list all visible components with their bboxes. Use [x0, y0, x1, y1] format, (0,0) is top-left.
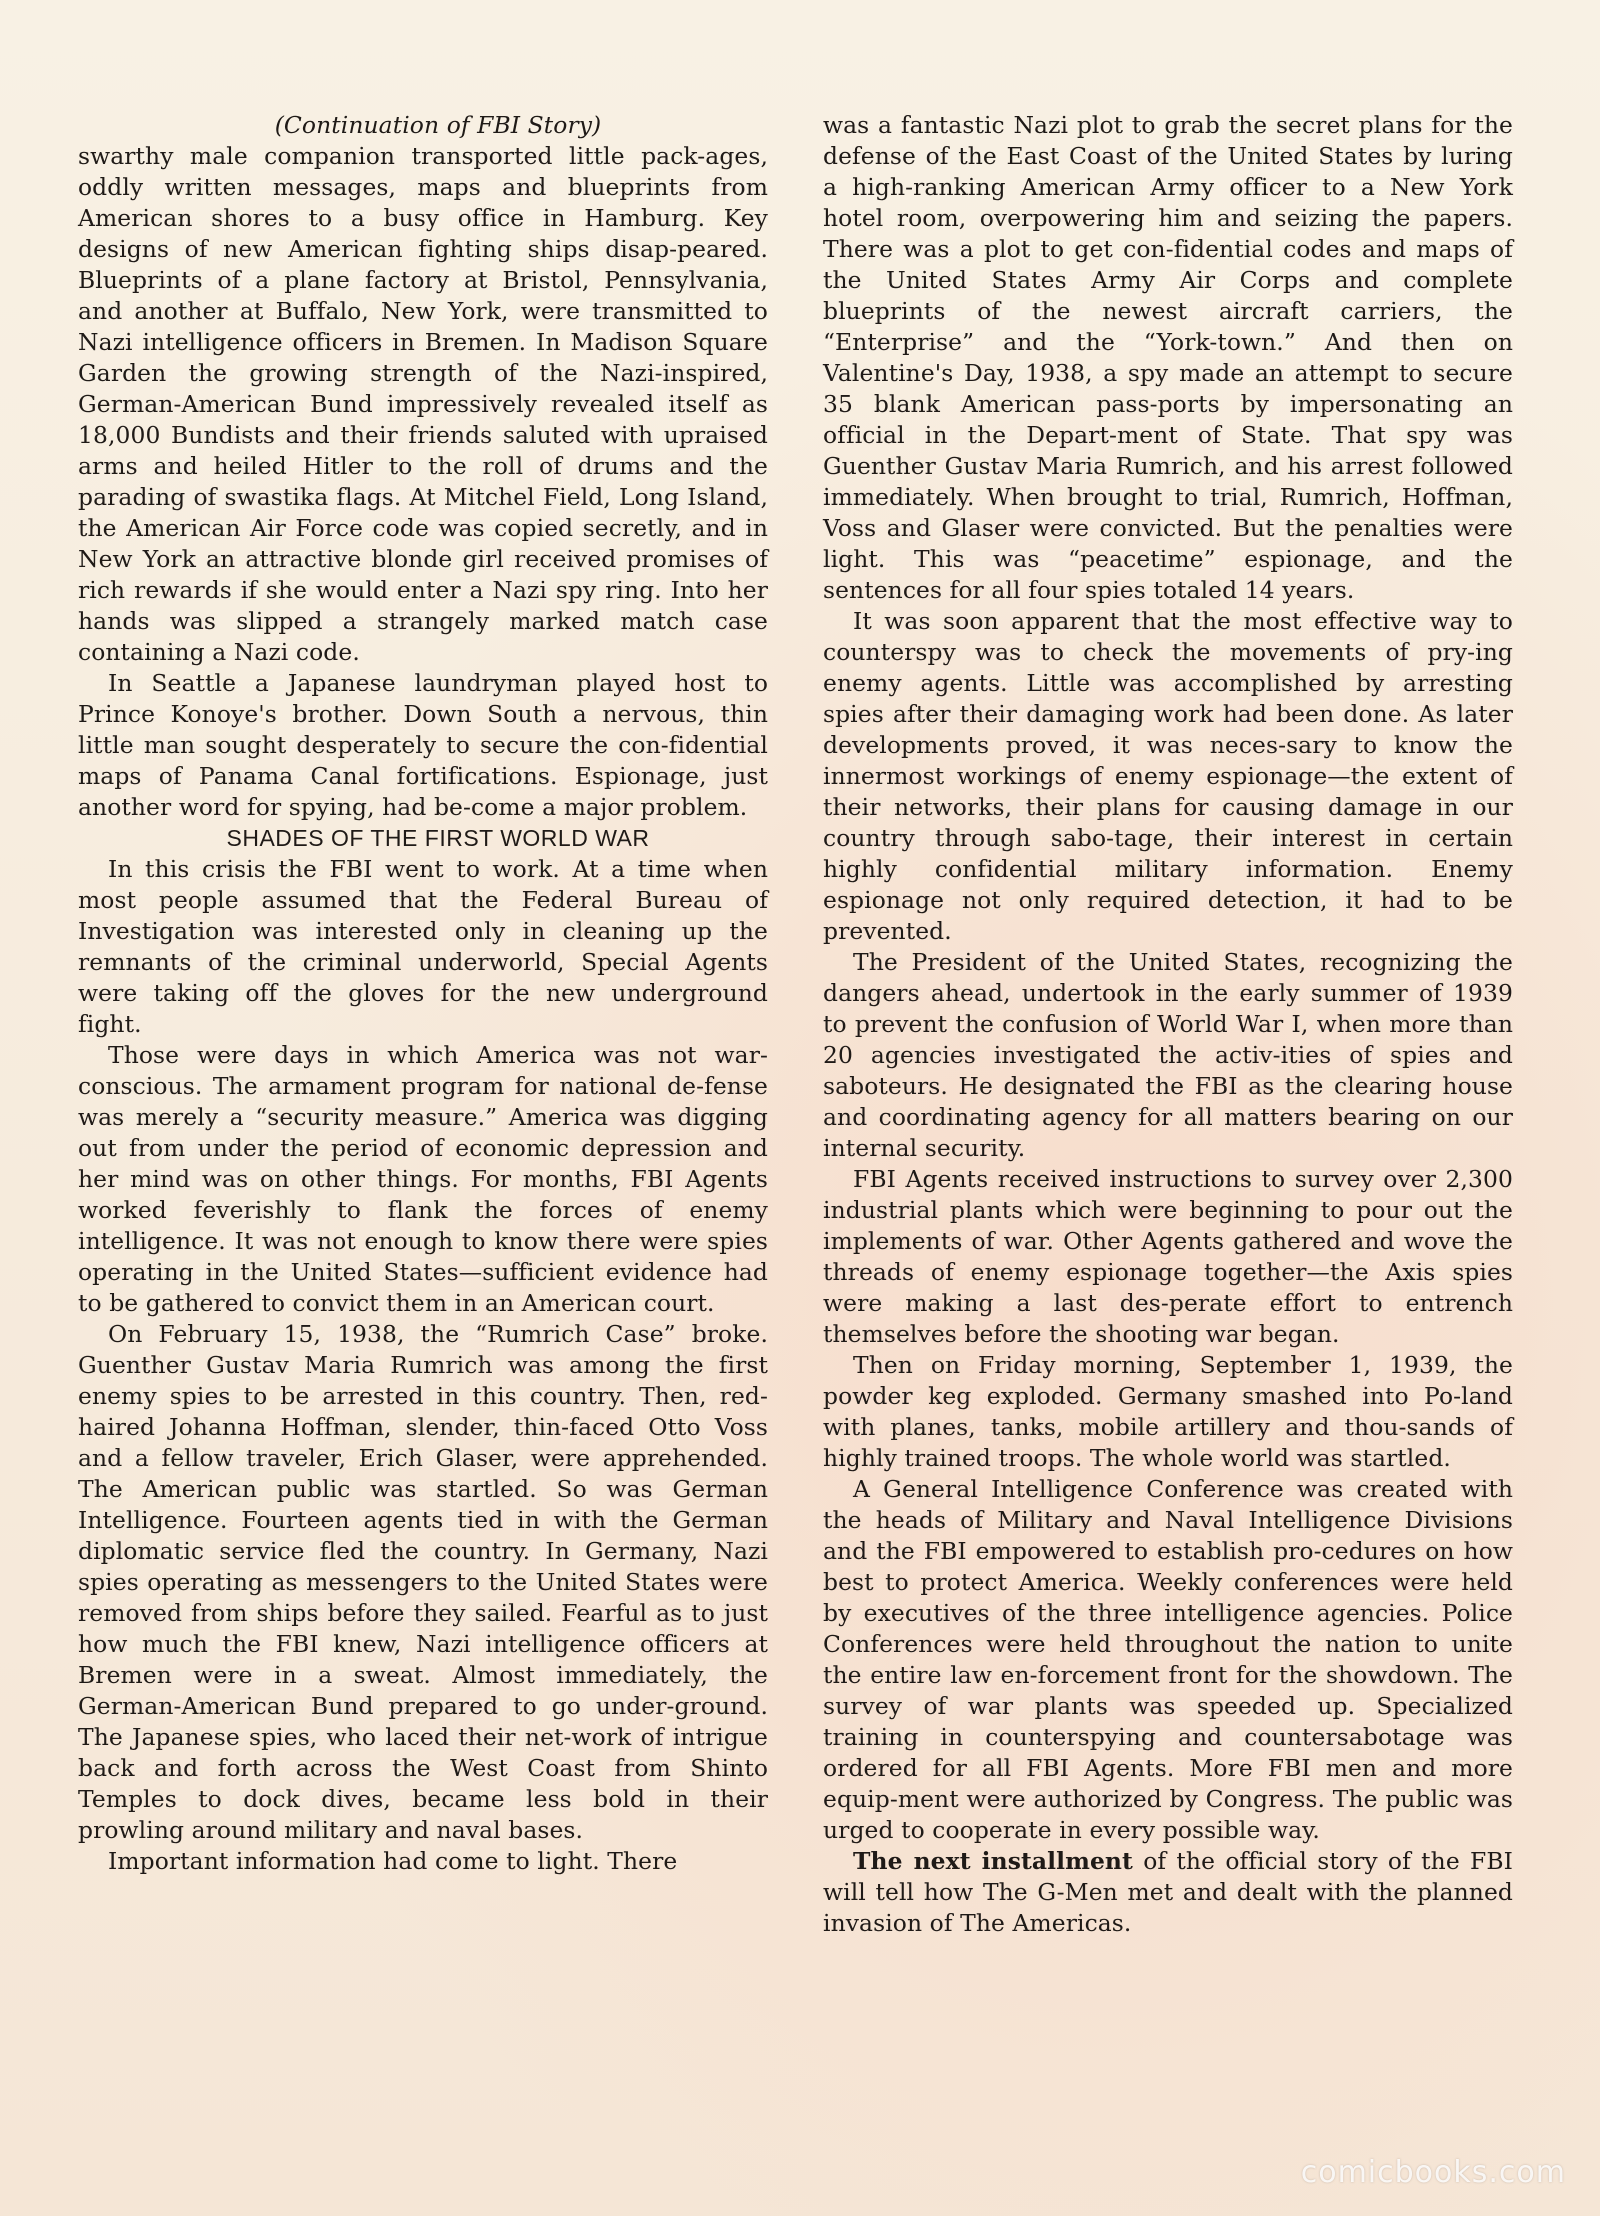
right-column [823, 110, 1513, 1939]
left-column [78, 110, 768, 1877]
section-heading: SHADES OF THE FIRST WORLD WAR [226, 825, 650, 851]
article-page [78, 110, 1518, 2110]
closing-paragraph [823, 1846, 1513, 1939]
watermark: comicbooks.com [1300, 2155, 1566, 2190]
paragraph: FBI Agents received instructions to survey over 2,300 industrial plants which were beginning to pour out the implements of war. Other Agents gathered and wove the threads of enemy espionage together—the Axis spies were making a last des-perate effort to entrench themselves before the shooting war began. [823, 1165, 1513, 1348]
paragraph: Important information had come to light. There [108, 1847, 678, 1875]
paragraph: A General Intelligence Conference was created with the heads of Military and Naval Intelligence Divisions and the FBI empowered to establish pro-cedures on how best to protect America. Weekly conferences were held by executives of the three intelligence agencies. Police Conferences were held throughout the nation to unite the entire law en-forcement front for the showdown. The survey of war plants was speeded up. Specialized training in counterspying and countersabotage was ordered for all FBI Agents. More FBI men and more equip-ment were authorized by Congress. The public was urged to cooperate in every possible way. [823, 1475, 1513, 1844]
next-installment-lead: The next installment [853, 1847, 1133, 1875]
paragraph: Those were days in which America was not war-conscious. The armament program for national de-fense was merely a “security measure.” America was digging out from under the period of economic depression and her mind was on other things. For months, FBI Agents worked feverishly to flank the forces of enemy intelligence. It was not enough to know there were spies operating in the United States—sufficient evidence had to be gathered to convict them in an American court. [78, 1041, 768, 1317]
paragraph: The President of the United States, recognizing the dangers ahead, undertook in the early summer of 1939 to prevent the confusion of World War I, when more than 20 agencies investigated the activ-ities of spies and saboteurs. He designated the FBI as the clearing house and coordinating agency for all matters bearing on our internal security. [823, 948, 1513, 1162]
paragraph: On February 15, 1938, the “Rumrich Case” broke. Guenther Gustav Maria Rumrich was among the first enemy spies to be arrested in this country. Then, red-haired Johanna Hoffman, slender, thin-faced Otto Voss and a fellow traveler, Erich Glaser, were apprehended. The American public was startled. So was German Intelligence. Fourteen agents tied in with the German diplomatic service fled the country. In Germany, Nazi spies operating as messengers to the United States were removed from ships before they sailed. Fearful as to just how much the FBI knew, Nazi intelligence officers at Bremen were in a sweat. Almost immediately, the German-American Bund prepared to go under-ground. The Japanese spies, who laced their net-work of intrigue back and forth across the West Coast from Shinto Temples to dock dives, became less bold in their prowling around military and naval bases. [78, 1320, 768, 1844]
continuation-label: (Continuation of FBI Story) [274, 111, 602, 139]
paragraph: swarthy male companion transported little pack-ages, oddly written messages, maps and blueprints from American shores to a busy office in Hamburg. Key designs of new American fighting ships disap-peared. Blueprints of a plane factory at Bristol, Pennsylvania, and another at Buffalo, New York, were transmitted to Nazi intelligence officers in Bremen. In Madison Square Garden the growing strength of the Nazi-inspired, German-American Bund impressively revealed itself as 18,000 Bundists and their friends saluted with upraised arms and heiled Hitler to the roll of drums and the parading of swastika flags. At Mitchel Field, Long Island, the American Air Force code was copied secretly, and in New York an attractive blonde girl received promises of rich rewards if she would enter a Nazi spy ring. Into her hands was slipped a strangely marked match case containing a Nazi code. [78, 142, 768, 666]
closing-text: of the official story of the FBI will tell how The G-Men met and dealt with the planned invasion of The Americas. [823, 1847, 1513, 1937]
paragraph: In Seattle a Japanese laundryman played host to Prince Konoye's brother. Down South a nervous, thin little man sought desperately to secure the con-fidential maps of Panama Canal fortifications. Espionage, just another word for spying, had be-come a major problem. [78, 669, 768, 821]
paragraph: It was soon apparent that the most effective way to counterspy was to check the movements of pry-ing enemy agents. Little was accomplished by arresting spies after their damaging work had been done. As later developments proved, it was neces-sary to know the innermost workings of enemy espionage—the extent of their networks, their plans for causing damage in our country through sabo-tage, their interest in certain highly confidential military information. Enemy espionage not only required detection, it had to be prevented. [823, 607, 1513, 945]
paragraph: was a fantastic Nazi plot to grab the secret plans for the defense of the East Coast of the United States by luring a high-ranking American Army officer to a New York hotel room, overpowering him and seizing the papers. There was a plot to get con-fidential codes and maps of the United States Army Air Corps and complete blueprints of the newest aircraft carriers, the “Enterprise” and the “York-town.” And then on Valentine's Day, 1938, a spy made an attempt to secure 35 blank American pass-ports by impersonating an official in the Depart-ment of State. That spy was Guenther Gustav Maria Rumrich, and his arrest followed immediately. When brought to trial, Rumrich, Hoffman, Voss and Glaser were convicted. But the penalties were light. This was “peacetime” espionage, and the sentences for all four spies totaled 14 years. [823, 111, 1513, 604]
paragraph: In this crisis the FBI went to work. At a time when most people assumed that the Federal Bureau of Investigation was interested only in cleaning up the remnants of the criminal underworld, Special Agents were taking off the gloves for the new underground fight. [78, 855, 768, 1038]
paragraph: Then on Friday morning, September 1, 1939, the powder keg exploded. Germany smashed into Po-land with planes, tanks, mobile artillery and thou-sands of highly trained troops. The whole world was startled. [823, 1351, 1513, 1472]
